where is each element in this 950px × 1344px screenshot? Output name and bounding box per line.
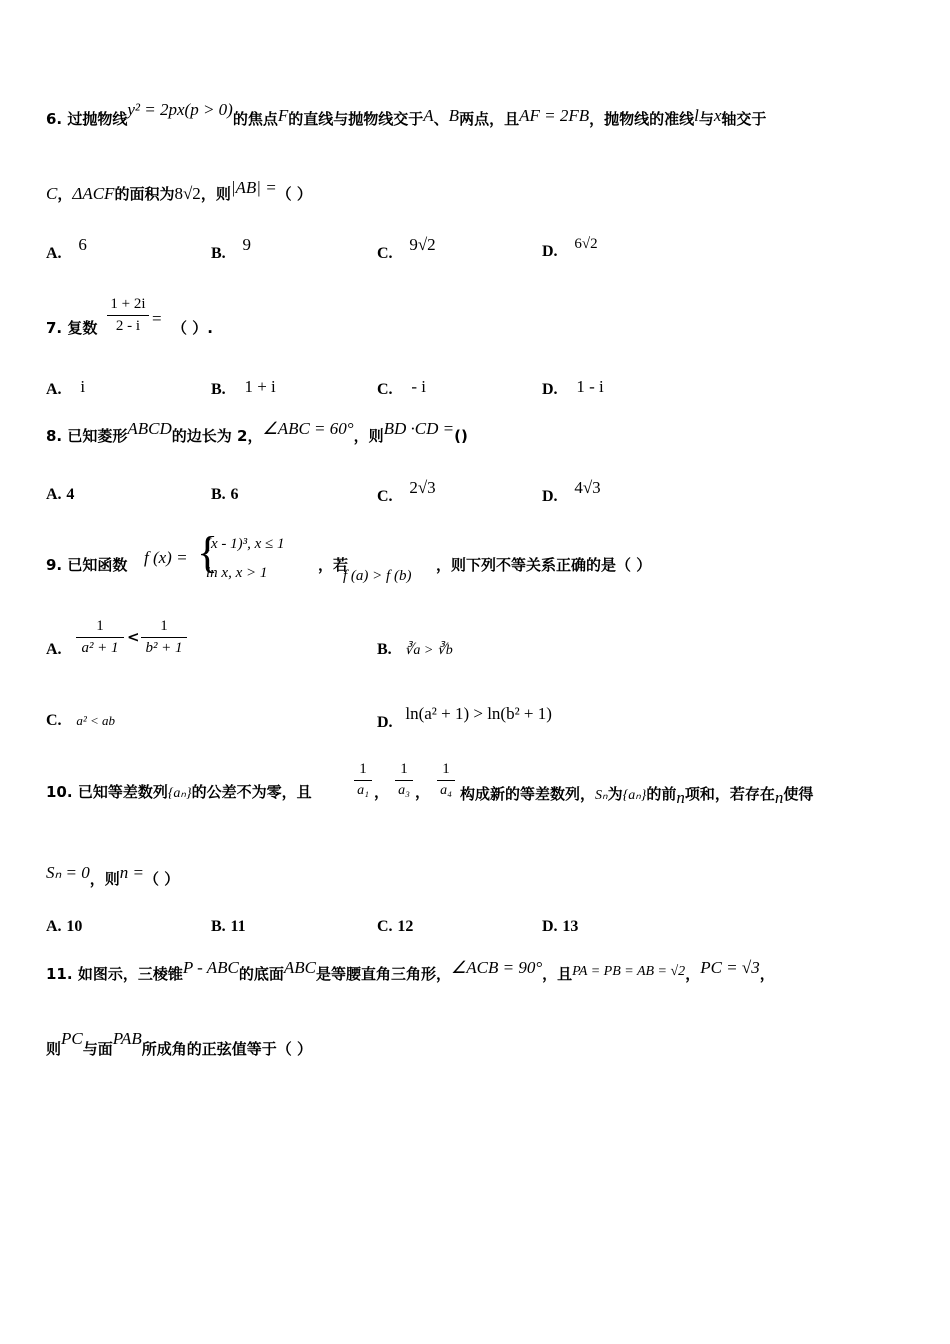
q10-option-c[interactable]: C. 12 [377,918,414,935]
q7-option-a[interactable]: A. i [46,377,86,398]
q7-option-d[interactable]: D. 1 - i [542,377,604,398]
q7-option-c[interactable]: C. - i [377,377,426,398]
q7-line: 7. 复数 [46,319,98,337]
parabola-equation: y² = 2px(p > 0) [127,100,233,119]
piecewise-case-1: (x - 1)³, x ≤ 1 [206,536,285,552]
q9-option-d[interactable]: D. ln(a² + 1) > ln(b² + 1) [377,704,552,731]
q11-line1: 11. 如图示，三棱锥P - ABC的底面ABC是等腰直角三角形，∠ACB = 90°，且PA = PB = AB = √2，PC = √3， [46,958,775,983]
q8-option-b[interactable]: B. 6 [211,486,239,503]
q10-option-a[interactable]: A. 10 [46,918,83,935]
q6-option-b[interactable]: B. 9 [211,235,251,262]
q8-option-a[interactable]: A. 4 [46,486,75,503]
q10-option-b[interactable]: B. 11 [211,918,246,935]
q9-option-a[interactable]: A. [46,641,62,658]
q11-line2: 则PC与面PAB所成角的正弦值等于（ ） [46,1029,312,1058]
q10-frac-a4: 1 a₄ [437,761,455,799]
q7-number: 7. [46,319,63,337]
q6-line1: 6. 过抛物线y² = 2px(p > 0)的焦点F的直线与抛物线交于A、B两点，且AF = 2FB，抛物线的准线l与x轴交于 [46,100,767,128]
q10-line1b: 构成新的等差数列，Sₙ为{aₙ}的前n项和，若存在n使得 [460,785,814,807]
q6-option-d[interactable]: D. 6√2 [542,236,598,260]
q9-option-a-frac1: 1 a² + 1 [76,618,124,657]
q9-option-a-frac2: 1 b² + 1 [141,618,187,657]
q10-number: 10. [46,783,73,801]
piecewise-brace: { [197,528,219,577]
q11-number: 11. [46,965,73,983]
q6-line2: C，ΔACF的面积为8√2，则|AB| =（ ） [46,178,312,203]
q10-option-d[interactable]: D. 13 [542,918,579,935]
q7-option-b[interactable]: B. 1 + i [211,377,276,398]
q8-number: 8. [46,427,63,445]
piecewise-case-2: ln x, x > 1 [206,565,268,581]
q6-option-a[interactable]: A. 6 [46,235,87,262]
q8-line: 8. 已知菱形ABCD的边长为 2，∠ABC = 60°，则BD ·CD =() [46,419,468,445]
q10-line2: Sₙ = 0，则n =（ ） [46,863,180,888]
q9-number: 9. [46,556,63,574]
q8-option-d[interactable]: D. 4√3 [542,478,601,505]
q7-fraction: 1 + 2i 2 - i [107,296,149,335]
q10-frac-a1: 1 a₁ [354,761,372,799]
q10-frac-a3: 1 a₃ [395,761,413,799]
q6-number: 6. [46,110,63,128]
q9-option-b[interactable]: B. ∛a > ∛b [377,641,453,658]
q8-option-c[interactable]: C. 2√3 [377,478,436,505]
q6-option-c[interactable]: C. 9√2 [377,235,436,262]
q9-option-c[interactable]: C. a² < ab [46,712,116,729]
q10-line1: 10. 已知等差数列{aₙ}的公差不为零，且 [46,783,312,801]
q9-line: 9. 已知函数 [46,556,128,574]
